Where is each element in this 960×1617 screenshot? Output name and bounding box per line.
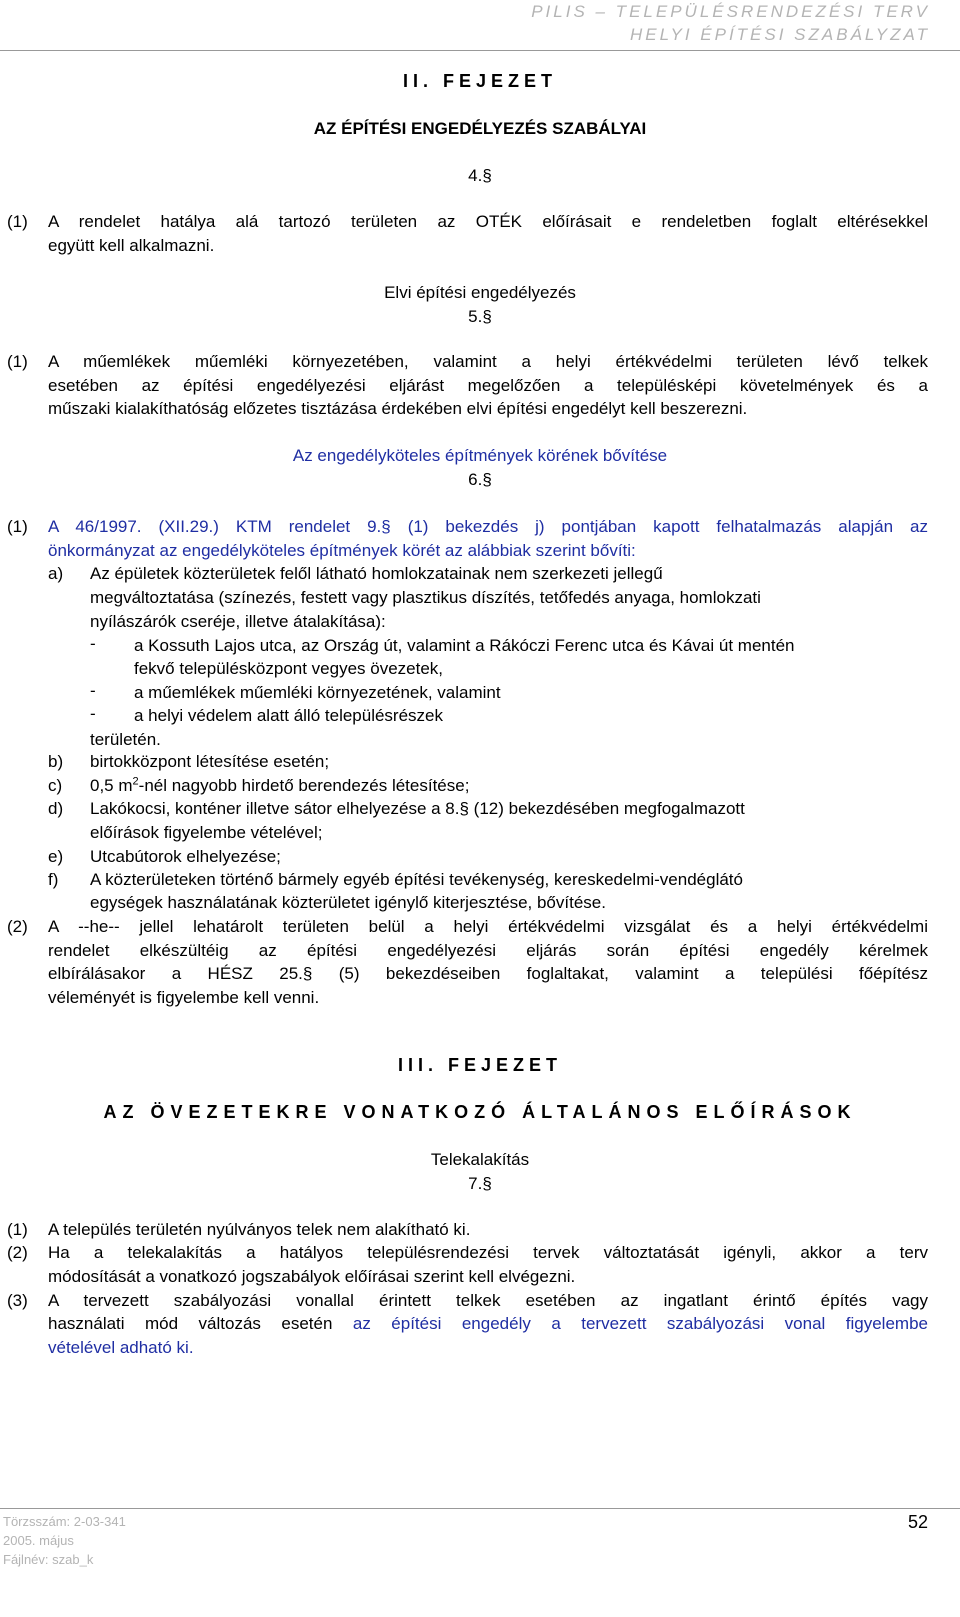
paragraph-number: (2) [7,1243,28,1262]
dash-bullet: - [90,704,96,723]
paragraph-number: (1) [7,212,28,231]
list-line: Lakókocsi, konténer illetve sátor elhelyezése a 8.§ (12) bekezdésében megfogalmazott [90,799,745,818]
header-rule [0,50,960,51]
section-number: 7.§ [468,1174,492,1193]
paragraph-line: A 46/1997. (XII.29.) KTM rendelet 9.§ (1) bekezdés j) pontjában kapott felhatalmazás alapján az [48,517,928,536]
paragraph-line: műszaki kialakíthatóság előzetes tisztázása érdekében elvi építési engedélyt kell beszerezni. [48,399,748,418]
section-heading: Telekalakítás [430,1150,530,1169]
paragraph-line: A település területén nyúlványos telek nem alakítható ki. [48,1220,471,1239]
footer-date: 2005. május [3,1533,74,1548]
text-run: -nél nagyobb hirdető berendezés létesítése; [138,776,470,795]
list-line: Utcabútorok elhelyezése; [90,847,281,866]
paragraph-line: együtt kell alkalmazni. [48,236,215,255]
list-label: d) [48,799,64,818]
paragraph-line [48,1312,928,1336]
section-number: 5.§ [468,307,492,326]
dash-item-line: a Kossuth Lajos utca, az Ország út, valamint a Rákóczi Ferenc utca és Kávai út mentén [134,636,795,655]
dash-item-line: a helyi védelem alatt álló településrészek [134,706,444,725]
chapter-title: AZ ÖVEZETEKRE VONATKOZÓ ÁLTALÁNOS ELŐÍRÁSOK [103,1102,857,1122]
footer-torzsszam: Törzsszám: 2-03-341 [3,1514,126,1529]
dash-bullet: - [90,634,96,653]
list-line: birtokközpont létesítése esetén; [90,752,330,771]
paragraph-number: (3) [7,1291,28,1310]
footer-info [3,1512,126,1569]
list-label: f) [48,870,59,889]
paragraph-line: A műemlékek műemléki környezetében, valamint a helyi értékvédelmi területen lévő telkek [48,352,928,371]
paragraph-number: (1) [7,1220,28,1239]
section-heading: Az engedélyköteles építmények körének bővítése [292,446,668,465]
chapter-label: III. FEJEZET [397,1055,563,1075]
paragraph-line: rendelet elkészültéig az építési engedélyezési eljárás során építési engedély kérelmek [48,941,928,960]
paragraph-number: (2) [7,917,28,936]
paragraph-line: elbírálásakor a HÉSZ 25.§ (5) bekezdéseiben foglaltakat, valamint a települési főépítész [48,964,928,983]
list-label: c) [48,776,63,795]
dash-bullet: - [90,681,96,700]
superscript: 2 [132,775,139,788]
text-run-blue: az építési engedély a tervezett szabályozási vonal figyelembe [332,1314,928,1333]
list-line: megváltoztatása (színezés, festett vagy plasztikus díszítés, tetőfedés anyaga, homlokzati [90,588,761,607]
paragraph-line: vételével adható ki. [48,1338,194,1357]
section-number: 4.§ [468,166,492,185]
paragraph-line: véleményét is figyelembe kell venni. [48,988,320,1007]
list-label: a) [48,564,64,583]
paragraph-line: módosítását a vonatkozó jogszabályok előírásai szerint kell elvégezni. [48,1267,576,1286]
list-line: nyílászárók cseréje, illetve átalakítása): [90,612,386,631]
paragraph-line: esetében az építési engedélyezési eljárást megelőzően a településképi követelmények és a [48,376,928,395]
list-label: e) [48,847,64,866]
header-subtitle: HELYI ÉPÍTÉSI SZABÁLYZAT [629,25,930,44]
footer-filename: Fájlnév: szab_k [3,1552,94,1567]
chapter-title: AZ ÉPÍTÉSI ENGEDÉLYEZÉS SZABÁLYAI [313,119,647,138]
dash-item-line: fekvő településközpont vegyes övezetek, [134,659,444,678]
paragraph-line: A tervezett szabályozási vonallal érintett telkek esetében az ingatlant érintő építés vagy [48,1291,928,1310]
list-line: területén. [90,730,161,749]
text-run: használati mód változás esetén [48,1314,333,1333]
list-line: Az épületek közterületek felől látható homlokzatainak nem szerkezeti jellegű [90,564,663,583]
paragraph-number: (1) [7,352,28,371]
list-label: b) [48,752,64,771]
paragraph-number: (1) [7,517,28,536]
paragraph-line: A --he-- jellel lehatárolt területen belül a helyi értékvédelmi vizsgálat és a helyi értékvédelmi [48,917,928,936]
text-run: 0,5 m [90,776,133,795]
section-number: 6.§ [468,470,492,489]
header-title: PILIS – TELEPÜLÉSRENDEZÉSI TERV [531,2,930,21]
chapter-label: II. FEJEZET [402,71,558,91]
paragraph-line: A rendelet hatálya alá tartozó területen az OTÉK előírásait e rendeletben foglalt eltérésekkel [48,212,928,231]
section-heading: Elvi építési engedélyezés [384,283,576,302]
dash-item-line: a műemlékek műemléki környezetének, valamint [134,683,501,702]
footer-rule [0,1508,960,1509]
list-line [90,774,928,798]
page-number: 52 [907,1512,928,1532]
list-line: előírások figyelembe vételével; [90,823,323,842]
paragraph-line: önkormányzat az engedélyköteles építmények körét az alábbiak szerint bővíti: [48,541,636,560]
paragraph-line: Ha a telekalakítás a hatályos településrendezési tervek változtatását igényli, akkor a terv [48,1243,928,1262]
list-line: A közterületeken történő bármely egyéb építési tevékenység, kereskedelmi-vendéglátó [90,870,743,889]
list-line: egységek használatának közterületet igénylő kiterjesztése, bővítése. [90,893,606,912]
